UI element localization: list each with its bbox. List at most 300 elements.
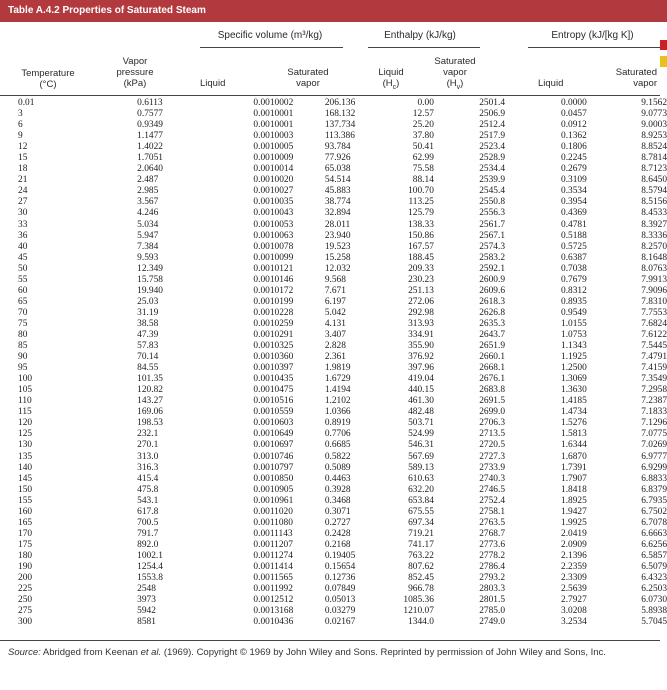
cell-sv-saturated-vapor: 45.883 bbox=[324, 186, 351, 197]
cell-temperature: 70 bbox=[18, 307, 28, 318]
cell-h-liquid: 610.63 bbox=[408, 473, 434, 484]
cell-sv-saturated-vapor: 28.011 bbox=[324, 219, 351, 230]
cell-vapor-pressure: 31.19 bbox=[137, 307, 159, 318]
cell-sv-saturated-vapor: 9.568 bbox=[324, 274, 346, 285]
cell-vapor-pressure: 15.758 bbox=[137, 274, 163, 285]
cell-sv-liquid: 0.0010435 bbox=[253, 374, 294, 385]
cell-h-saturated-vapor: 2699.0 bbox=[479, 407, 505, 418]
table-row bbox=[0, 109, 667, 120]
header-s-saturated-line1: Saturated bbox=[615, 67, 657, 78]
cell-s-saturated-vapor: 7.3549 bbox=[641, 374, 667, 385]
cell-temperature: 135 bbox=[18, 451, 33, 462]
cell-s-saturated-vapor: 7.0775 bbox=[641, 429, 667, 440]
cell-s-saturated-vapor: 7.9913 bbox=[641, 274, 667, 285]
cell-sv-liquid: 0.0010121 bbox=[253, 263, 294, 274]
cell-temperature: 75 bbox=[18, 318, 28, 329]
cell-s-liquid: 0.3534 bbox=[561, 186, 587, 197]
cell-h-saturated-vapor: 2803.3 bbox=[479, 584, 505, 595]
cell-s-saturated-vapor: 7.2958 bbox=[641, 385, 667, 396]
header-h-liquid-line1: Liquid bbox=[378, 67, 404, 78]
cell-temperature: 180 bbox=[18, 550, 33, 561]
cell-s-liquid: 1.4185 bbox=[561, 396, 587, 407]
table-row bbox=[0, 98, 667, 109]
header-sv-saturated-vapor bbox=[282, 67, 334, 89]
cell-h-saturated-vapor: 2746.5 bbox=[479, 484, 505, 495]
cell-s-saturated-vapor: 7.6824 bbox=[641, 318, 667, 329]
steam-table bbox=[0, 98, 667, 628]
cell-temperature: 21 bbox=[18, 175, 28, 186]
cell-h-saturated-vapor: 2740.3 bbox=[479, 473, 505, 484]
cell-h-saturated-vapor: 2660.1 bbox=[479, 352, 505, 363]
cell-temperature: 3 bbox=[18, 109, 23, 120]
cell-sv-liquid: 0.0010172 bbox=[253, 285, 294, 296]
cell-sv-saturated-vapor: 0.2168 bbox=[324, 539, 351, 550]
cell-vapor-pressure: 2.0640 bbox=[137, 164, 163, 175]
cell-vapor-pressure: 3973 bbox=[137, 595, 156, 606]
cell-sv-saturated-vapor: 54.514 bbox=[324, 175, 351, 186]
header-h-saturated-line3: $(H_v)$ bbox=[446, 78, 464, 91]
cell-sv-saturated-vapor: 0.5089 bbox=[324, 462, 351, 473]
cell-h-saturated-vapor: 2651.9 bbox=[479, 341, 505, 352]
cell-s-liquid: 0.1362 bbox=[561, 131, 587, 142]
cell-s-saturated-vapor: 6.9299 bbox=[641, 462, 667, 473]
cell-sv-saturated-vapor: 4.131 bbox=[324, 318, 346, 329]
cell-s-liquid: 2.0909 bbox=[561, 539, 587, 550]
table-row bbox=[0, 452, 667, 463]
cell-vapor-pressure: 101.35 bbox=[137, 374, 163, 385]
cell-vapor-pressure: 8581 bbox=[137, 617, 156, 628]
cell-vapor-pressure: 270.1 bbox=[137, 440, 159, 451]
cell-s-liquid: 1.1925 bbox=[561, 352, 587, 363]
cell-s-liquid: 0.4781 bbox=[561, 219, 587, 230]
cell-s-saturated-vapor: 6.7935 bbox=[641, 495, 667, 506]
cell-s-liquid: 1.7907 bbox=[561, 473, 587, 484]
cell-vapor-pressure: 25.03 bbox=[137, 296, 159, 307]
table-row bbox=[0, 518, 667, 529]
header-sv-liquid: Liquid bbox=[200, 78, 226, 89]
cell-s-liquid: 1.5276 bbox=[561, 418, 587, 429]
header-temperature-unit: (°C) bbox=[39, 79, 57, 90]
header-vapor-pressure-line3: (kPa) bbox=[123, 78, 147, 89]
cell-sv-liquid: 0.0010063 bbox=[253, 230, 294, 241]
cell-sv-saturated-vapor: 7.671 bbox=[324, 285, 346, 296]
cell-sv-saturated-vapor: 0.2727 bbox=[324, 517, 351, 528]
cell-vapor-pressure: 2.487 bbox=[137, 175, 159, 186]
cell-s-saturated-vapor: 7.5445 bbox=[641, 341, 667, 352]
cell-h-liquid: 1210.07 bbox=[403, 606, 434, 617]
cell-s-liquid: 0.5188 bbox=[561, 230, 587, 241]
cell-s-saturated-vapor: 7.9096 bbox=[641, 285, 667, 296]
table-row bbox=[0, 440, 667, 451]
source-label: Source: bbox=[8, 647, 41, 658]
table-row bbox=[0, 363, 667, 374]
table-row bbox=[0, 463, 667, 474]
cell-s-liquid: 2.1396 bbox=[561, 550, 587, 561]
cell-temperature: 190 bbox=[18, 561, 33, 572]
cell-vapor-pressure: 4.246 bbox=[137, 208, 159, 219]
cell-sv-saturated-vapor: 0.3071 bbox=[324, 506, 351, 517]
cell-sv-liquid: 0.0010559 bbox=[253, 407, 294, 418]
cell-sv-liquid: 0.0010027 bbox=[253, 186, 294, 197]
rule-specific-volume bbox=[200, 47, 343, 48]
cell-s-saturated-vapor: 7.2387 bbox=[641, 396, 667, 407]
cell-sv-liquid: 0.0010797 bbox=[253, 462, 294, 473]
cell-h-liquid: 966.78 bbox=[408, 584, 434, 595]
cell-temperature: 85 bbox=[18, 341, 28, 352]
header-sv-saturated-line2: vapor bbox=[296, 78, 320, 89]
table-row bbox=[0, 297, 667, 308]
cell-h-liquid: 138.33 bbox=[408, 219, 434, 230]
cell-h-liquid: 697.34 bbox=[408, 517, 434, 528]
cell-temperature: 12 bbox=[18, 142, 28, 153]
cell-s-liquid: 0.9549 bbox=[561, 307, 587, 318]
cell-sv-liquid: 0.0010259 bbox=[253, 318, 294, 329]
table-row bbox=[0, 407, 667, 418]
cell-sv-saturated-vapor: 1.9819 bbox=[324, 363, 351, 374]
cell-h-saturated-vapor: 2574.3 bbox=[479, 241, 505, 252]
cell-h-saturated-vapor: 2758.1 bbox=[479, 506, 505, 517]
cell-temperature: 155 bbox=[18, 495, 33, 506]
header-vapor-pressure bbox=[100, 56, 170, 89]
cell-vapor-pressure: 0.9349 bbox=[137, 120, 163, 131]
cell-h-saturated-vapor: 2801.5 bbox=[479, 595, 505, 606]
cell-s-liquid: 1.8925 bbox=[561, 495, 587, 506]
cell-s-liquid: 0.7038 bbox=[561, 263, 587, 274]
cell-temperature: 140 bbox=[18, 462, 33, 473]
cell-s-saturated-vapor: 8.3336 bbox=[641, 230, 667, 241]
cell-sv-liquid: 0.0011414 bbox=[253, 561, 293, 572]
cell-h-saturated-vapor: 2720.5 bbox=[479, 440, 505, 451]
cell-sv-saturated-vapor: 137.734 bbox=[324, 120, 356, 131]
cell-temperature: 30 bbox=[18, 208, 28, 219]
cell-h-liquid: 37.80 bbox=[412, 131, 434, 142]
cell-temperature: 15 bbox=[18, 153, 28, 164]
cell-s-liquid: 1.5813 bbox=[561, 429, 587, 440]
cell-sv-saturated-vapor: 0.19405 bbox=[324, 550, 356, 561]
cell-sv-saturated-vapor: 206.136 bbox=[324, 98, 356, 109]
cell-sv-liquid: 0.0010603 bbox=[253, 418, 294, 429]
cell-sv-liquid: 0.0011020 bbox=[253, 506, 293, 517]
table-row bbox=[0, 120, 667, 131]
cell-vapor-pressure: 415.4 bbox=[137, 473, 159, 484]
cell-s-saturated-vapor: 6.6256 bbox=[641, 539, 667, 550]
cell-sv-liquid: 0.0010020 bbox=[253, 175, 294, 186]
cell-sv-saturated-vapor: 0.2428 bbox=[324, 528, 351, 539]
cell-h-saturated-vapor: 2626.8 bbox=[479, 307, 505, 318]
header-h-saturated-vapor bbox=[430, 56, 480, 93]
cell-temperature: 9 bbox=[18, 131, 23, 142]
cell-vapor-pressure: 1553.8 bbox=[137, 573, 163, 584]
cell-s-liquid: 1.6344 bbox=[561, 440, 587, 451]
group-specific-volume: Specific volume (m³/kg) bbox=[217, 30, 323, 41]
cell-h-saturated-vapor: 2545.4 bbox=[479, 186, 505, 197]
cell-temperature: 24 bbox=[18, 186, 28, 197]
cell-vapor-pressure: 1002.1 bbox=[137, 550, 163, 561]
header-h-liquid bbox=[370, 67, 412, 93]
cell-h-liquid: 167.57 bbox=[408, 241, 434, 252]
cell-h-liquid: 546.31 bbox=[408, 440, 434, 451]
cell-vapor-pressure: 38.58 bbox=[137, 318, 159, 329]
source-italic: et al. bbox=[140, 647, 162, 658]
cell-h-saturated-vapor: 2785.0 bbox=[479, 606, 505, 617]
cell-vapor-pressure: 5.034 bbox=[137, 219, 159, 230]
table-row bbox=[0, 396, 667, 407]
cell-s-liquid: 1.4734 bbox=[561, 407, 587, 418]
cell-h-saturated-vapor: 2539.9 bbox=[479, 175, 505, 186]
cell-temperature: 165 bbox=[18, 517, 33, 528]
cell-h-saturated-vapor: 2501.4 bbox=[479, 98, 505, 109]
cell-s-saturated-vapor: 7.7553 bbox=[641, 307, 667, 318]
cell-h-liquid: 0.00 bbox=[417, 98, 434, 109]
cell-s-saturated-vapor: 8.3927 bbox=[641, 219, 667, 230]
cell-h-liquid: 719.21 bbox=[408, 528, 434, 539]
cell-h-liquid: 852.45 bbox=[408, 573, 434, 584]
cell-vapor-pressure: 316.3 bbox=[137, 462, 159, 473]
cell-sv-saturated-vapor: 93.784 bbox=[324, 142, 351, 153]
cell-sv-liquid: 0.0010009 bbox=[253, 153, 294, 164]
cell-vapor-pressure: 57.83 bbox=[137, 341, 159, 352]
cell-h-liquid: 230.23 bbox=[408, 274, 434, 285]
cell-h-liquid: 524.99 bbox=[408, 429, 434, 440]
cell-s-saturated-vapor: 6.5857 bbox=[641, 550, 667, 561]
cell-sv-saturated-vapor: 0.8919 bbox=[324, 418, 351, 429]
cell-vapor-pressure: 0.7577 bbox=[137, 109, 163, 120]
cell-s-saturated-vapor: 8.5156 bbox=[641, 197, 667, 208]
cell-temperature: 90 bbox=[18, 352, 28, 363]
cell-s-saturated-vapor: 8.6450 bbox=[641, 175, 667, 186]
cell-h-liquid: 376.92 bbox=[408, 352, 434, 363]
cell-sv-saturated-vapor: 2.361 bbox=[324, 352, 346, 363]
cell-s-saturated-vapor: 6.7078 bbox=[641, 517, 667, 528]
cell-h-liquid: 1085.36 bbox=[403, 595, 434, 606]
cell-s-saturated-vapor: 6.7502 bbox=[641, 506, 667, 517]
cell-s-liquid: 1.6870 bbox=[561, 451, 587, 462]
cell-s-liquid: 0.0457 bbox=[561, 109, 587, 120]
cell-sv-saturated-vapor: 19.523 bbox=[324, 241, 351, 252]
cell-temperature: 250 bbox=[18, 595, 33, 606]
cell-h-liquid: 292.98 bbox=[408, 307, 434, 318]
header-vapor-pressure-line1: Vapor bbox=[122, 56, 148, 67]
cell-temperature: 120 bbox=[18, 418, 33, 429]
cell-h-saturated-vapor: 2517.9 bbox=[479, 131, 505, 142]
cell-h-liquid: 763.22 bbox=[408, 550, 434, 561]
cell-h-liquid: 632.20 bbox=[408, 484, 434, 495]
cell-h-saturated-vapor: 2676.1 bbox=[479, 374, 505, 385]
cell-h-saturated-vapor: 2635.3 bbox=[479, 318, 505, 329]
cell-s-liquid: 0.0000 bbox=[561, 98, 587, 109]
cell-h-liquid: 461.30 bbox=[408, 396, 434, 407]
cell-s-liquid: 0.8312 bbox=[561, 285, 587, 296]
table-row bbox=[0, 164, 667, 175]
cell-sv-liquid: 0.0010078 bbox=[253, 241, 294, 252]
cell-sv-saturated-vapor: 1.0366 bbox=[324, 407, 351, 418]
cell-sv-liquid: 0.0010005 bbox=[253, 142, 294, 153]
table-bottom-rule bbox=[0, 640, 660, 641]
cell-sv-liquid: 0.0010397 bbox=[253, 363, 294, 374]
table-row bbox=[0, 153, 667, 164]
cell-temperature: 40 bbox=[18, 241, 28, 252]
cell-h-liquid: 355.90 bbox=[408, 341, 434, 352]
cell-s-liquid: 2.3309 bbox=[561, 573, 587, 584]
cell-h-saturated-vapor: 2683.8 bbox=[479, 385, 505, 396]
cell-vapor-pressure: 84.55 bbox=[137, 363, 159, 374]
cell-s-liquid: 0.7679 bbox=[561, 274, 587, 285]
cell-vapor-pressure: 2548 bbox=[137, 584, 156, 595]
cell-s-liquid: 2.0419 bbox=[561, 528, 587, 539]
cell-h-saturated-vapor: 2733.9 bbox=[479, 462, 505, 473]
cell-sv-saturated-vapor: 0.15654 bbox=[324, 561, 356, 572]
table-row bbox=[0, 540, 667, 551]
cell-sv-liquid: 0.0011143 bbox=[253, 528, 293, 539]
cell-sv-saturated-vapor: 1.4194 bbox=[324, 385, 351, 396]
cell-s-liquid: 2.2359 bbox=[561, 561, 587, 572]
cell-sv-saturated-vapor: 0.3468 bbox=[324, 495, 351, 506]
cell-sv-saturated-vapor: 32.894 bbox=[324, 208, 351, 219]
cell-temperature: 0.01 bbox=[18, 98, 35, 109]
cell-s-saturated-vapor: 6.4323 bbox=[641, 573, 667, 584]
table-row bbox=[0, 606, 667, 617]
table-row bbox=[0, 308, 667, 319]
cell-s-saturated-vapor: 6.0730 bbox=[641, 595, 667, 606]
cell-sv-saturated-vapor: 38.774 bbox=[324, 197, 351, 208]
cell-vapor-pressure: 1.4022 bbox=[137, 142, 163, 153]
cell-h-liquid: 334.91 bbox=[408, 330, 434, 340]
cell-s-liquid: 2.7927 bbox=[561, 595, 587, 606]
cell-s-liquid: 1.0155 bbox=[561, 318, 587, 329]
cell-s-saturated-vapor: 6.6663 bbox=[641, 528, 667, 539]
table-row bbox=[0, 242, 667, 253]
cell-h-saturated-vapor: 2609.6 bbox=[479, 285, 505, 296]
cell-h-liquid: 88.14 bbox=[412, 175, 434, 186]
cell-s-liquid: 1.0753 bbox=[561, 330, 587, 340]
header-s-liquid: Liquid bbox=[538, 78, 564, 89]
cell-vapor-pressure: 12.349 bbox=[137, 263, 163, 274]
cell-s-liquid: 0.3109 bbox=[561, 175, 587, 186]
cell-h-saturated-vapor: 2523.4 bbox=[479, 142, 505, 153]
header-sv-saturated-line1: Saturated bbox=[287, 67, 329, 78]
header-temperature-label: Temperature bbox=[21, 68, 75, 79]
cell-temperature: 175 bbox=[18, 539, 33, 550]
cell-vapor-pressure: 791.7 bbox=[137, 528, 159, 539]
cell-h-liquid: 150.86 bbox=[408, 230, 434, 241]
cell-h-saturated-vapor: 2768.7 bbox=[479, 528, 505, 539]
cell-sv-liquid: 0.0010291 bbox=[253, 330, 294, 340]
table-row bbox=[0, 208, 667, 219]
edge-mark-yellow bbox=[660, 56, 667, 67]
cell-sv-liquid: 0.0010199 bbox=[253, 296, 294, 307]
cell-vapor-pressure: 617.8 bbox=[137, 506, 159, 517]
cell-sv-saturated-vapor: 77.926 bbox=[324, 153, 351, 164]
cell-sv-liquid: 0.0010905 bbox=[253, 484, 294, 495]
cell-sv-liquid: 0.0010360 bbox=[253, 352, 294, 363]
cell-h-liquid: 419.04 bbox=[408, 374, 434, 385]
cell-vapor-pressure: 1254.4 bbox=[137, 561, 163, 572]
cell-sv-liquid: 0.0010697 bbox=[253, 440, 294, 451]
cell-sv-liquid: 0.0010516 bbox=[253, 396, 294, 407]
cell-s-saturated-vapor: 7.1833 bbox=[641, 407, 667, 418]
cell-s-saturated-vapor: 6.2503 bbox=[641, 584, 667, 595]
cell-vapor-pressure: 475.8 bbox=[137, 484, 159, 495]
cell-s-liquid: 0.3954 bbox=[561, 197, 587, 208]
cell-h-saturated-vapor: 2592.1 bbox=[479, 263, 505, 274]
cell-s-saturated-vapor: 6.8833 bbox=[641, 473, 667, 484]
cell-temperature: 200 bbox=[18, 573, 33, 584]
cell-vapor-pressure: 7.384 bbox=[137, 241, 159, 252]
cell-temperature: 50 bbox=[18, 263, 28, 274]
cell-s-saturated-vapor: 8.0763 bbox=[641, 263, 667, 274]
cell-sv-saturated-vapor: 15.258 bbox=[324, 252, 351, 263]
cell-sv-saturated-vapor: 12.032 bbox=[324, 263, 351, 274]
table-row bbox=[0, 264, 667, 275]
cell-sv-saturated-vapor: 0.02167 bbox=[324, 617, 356, 628]
cell-vapor-pressure: 3.567 bbox=[137, 197, 159, 208]
cell-sv-saturated-vapor: 0.3928 bbox=[324, 484, 351, 495]
cell-vapor-pressure: 169.06 bbox=[137, 407, 163, 418]
cell-temperature: 160 bbox=[18, 506, 33, 517]
header-h-saturated-line2: vapor bbox=[443, 67, 467, 78]
cell-s-liquid: 0.1806 bbox=[561, 142, 587, 153]
header-bottom-rule bbox=[0, 95, 660, 96]
cell-sv-liquid: 0.0010746 bbox=[253, 451, 294, 462]
cell-sv-liquid: 0.0010001 bbox=[253, 120, 294, 131]
cell-vapor-pressure: 143.27 bbox=[137, 396, 163, 407]
cell-sv-saturated-vapor: 6.197 bbox=[324, 296, 346, 307]
cell-h-saturated-vapor: 2506.9 bbox=[479, 109, 505, 120]
cell-temperature: 100 bbox=[18, 374, 33, 385]
cell-vapor-pressure: 892.0 bbox=[137, 539, 159, 550]
cell-vapor-pressure: 1.1477 bbox=[137, 131, 163, 142]
cell-h-saturated-vapor: 2550.8 bbox=[479, 197, 505, 208]
cell-s-saturated-vapor: 7.0269 bbox=[641, 440, 667, 451]
cell-temperature: 27 bbox=[18, 197, 28, 208]
cell-temperature: 275 bbox=[18, 606, 33, 617]
header-h-liquid-subscript: c bbox=[392, 83, 397, 91]
cell-sv-liquid: 0.0010002 bbox=[253, 98, 294, 109]
cell-s-saturated-vapor: 7.1296 bbox=[641, 418, 667, 429]
cell-sv-liquid: 0.0010035 bbox=[253, 197, 294, 208]
cell-h-liquid: 100.70 bbox=[408, 186, 434, 197]
cell-vapor-pressure: 543.1 bbox=[137, 495, 159, 506]
cell-h-liquid: 482.48 bbox=[408, 407, 434, 418]
cell-s-liquid: 1.3069 bbox=[561, 374, 587, 385]
table-row bbox=[0, 595, 667, 606]
cell-sv-saturated-vapor: 0.5822 bbox=[324, 451, 351, 462]
cell-temperature: 130 bbox=[18, 440, 33, 451]
cell-sv-saturated-vapor: 1.2102 bbox=[324, 396, 351, 407]
cell-h-saturated-vapor: 2691.5 bbox=[479, 396, 505, 407]
cell-sv-liquid: 0.0010325 bbox=[253, 341, 294, 352]
cell-s-liquid: 1.2500 bbox=[561, 363, 587, 374]
table-row bbox=[0, 374, 667, 385]
cell-s-liquid: 1.1343 bbox=[561, 341, 587, 352]
table-row bbox=[0, 253, 667, 264]
cell-h-liquid: 567.69 bbox=[408, 451, 434, 462]
cell-s-saturated-vapor: 8.2570 bbox=[641, 241, 667, 252]
cell-s-saturated-vapor: 8.5794 bbox=[641, 186, 667, 197]
cell-temperature: 170 bbox=[18, 528, 33, 539]
cell-temperature: 150 bbox=[18, 484, 33, 495]
table-row bbox=[0, 385, 667, 396]
cell-s-saturated-vapor: 8.7814 bbox=[641, 153, 667, 164]
header-h-liquid-symbol: (H bbox=[382, 78, 393, 89]
cell-sv-saturated-vapor: 3.407 bbox=[324, 330, 346, 340]
cell-sv-liquid: 0.0013168 bbox=[253, 606, 294, 617]
cell-h-liquid: 589.13 bbox=[408, 462, 434, 473]
cell-sv-liquid: 0.0010146 bbox=[253, 274, 294, 285]
cell-h-saturated-vapor: 2528.9 bbox=[479, 153, 505, 164]
cell-h-liquid: 125.79 bbox=[408, 208, 434, 219]
cell-s-saturated-vapor: 9.1562 bbox=[641, 98, 667, 109]
